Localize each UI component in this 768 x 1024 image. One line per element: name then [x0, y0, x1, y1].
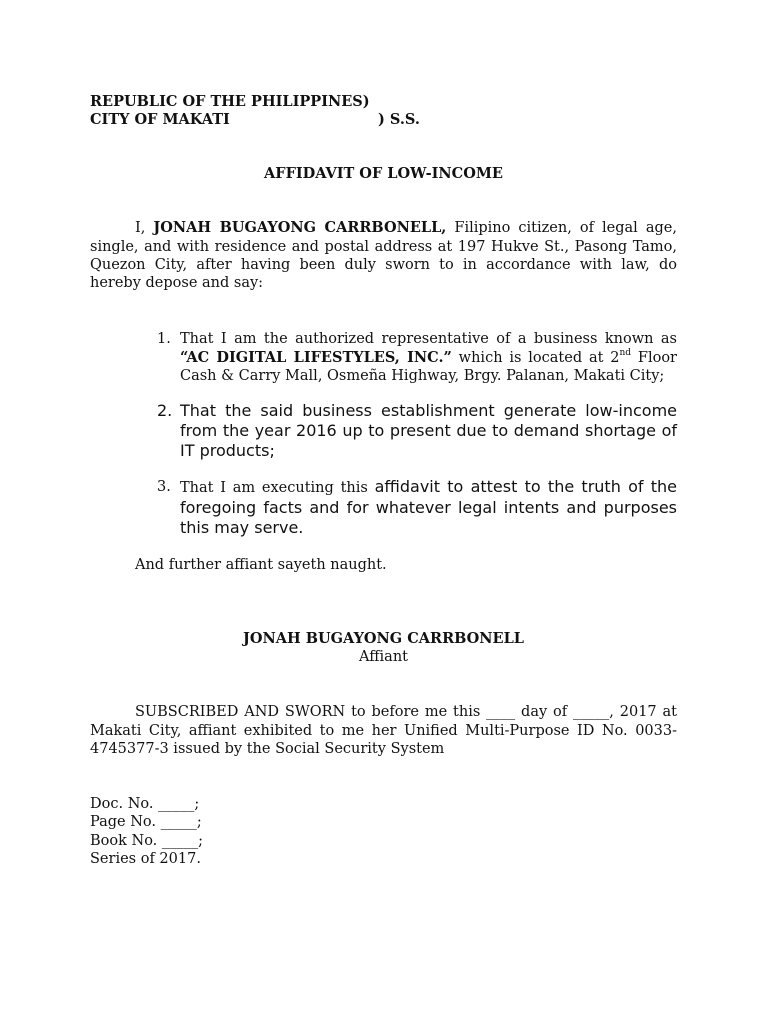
statement-number: 1.	[157, 331, 171, 348]
affiant-name: JONAH BUGAYONG CARRBONELL	[243, 629, 524, 647]
intro-paragraph	[90, 219, 677, 292]
statement-1	[157, 330, 677, 385]
venue-line-city	[90, 111, 677, 129]
statement-text: affidavit to attest to the truth of the foregoing facts and for whatever legal intents and purposes this may serve.	[180, 477, 678, 538]
statement-text: Floor Cash & Carry Mall, Osmeña Highway, Brgy. Palanan, Makati City;	[180, 349, 677, 385]
numbered-statements	[90, 330, 677, 538]
affidavit-document	[90, 93, 677, 868]
page-no: Page No. _____;	[90, 814, 202, 831]
statement-text: That I am the authorized representative of a business known as	[180, 331, 677, 348]
affiant-name-inline: JONAH BUGAYONG CARRBONELL,	[153, 219, 447, 237]
statement-number: 2.	[157, 401, 173, 421]
venue-line-republic	[90, 93, 677, 111]
statement-number: 3.	[157, 479, 171, 496]
venue-city: CITY OF MAKATI	[90, 111, 230, 128]
statement-3	[157, 477, 678, 538]
doc-no: Doc. No. _____;	[90, 796, 200, 813]
company-name: “AC DIGITAL LIFESTYLES, INC.”	[180, 348, 452, 366]
closing-statement: And further affiant sayeth naught.	[135, 557, 387, 574]
statement-2	[157, 401, 677, 461]
venue-republic: REPUBLIC OF THE PHILIPPINES)	[90, 93, 370, 110]
book-no: Book No. _____;	[90, 832, 204, 849]
intro-text: Filipino citizen, of legal age, single, and with residence and postal address at 197 Hukve St., Pasong Tamo, Quezon City, after having been duly sworn to in accordance with law, do hereby depose and say:	[90, 220, 677, 292]
ordinal-suffix: nd	[619, 347, 632, 358]
document-title: AFFIDAVIT OF LOW-INCOME	[264, 165, 503, 182]
affiant-label: Affiant	[359, 648, 408, 665]
series: Series of 2017.	[90, 851, 201, 868]
statement-text: which is located at 2	[451, 349, 620, 366]
venue-ss: ) S.S.	[378, 111, 420, 128]
jurat-paragraph: SUBSCRIBED AND SWORN to before me this ____ day of _____, 2017 at Makati City, affiant exhibited to me her Unified Multi-Purpose ID No. 0033-4745377-3 issued by the Social Security System	[90, 704, 677, 757]
statement-text: That the said business establishment generate low-income from the year 2016 up to present due to demand shortage of IT products;	[180, 401, 677, 461]
intro-prefix: I,	[135, 220, 154, 237]
statement-text: That I am executing this	[180, 480, 375, 497]
signature-block	[90, 630, 677, 667]
notarial-register	[90, 795, 677, 868]
